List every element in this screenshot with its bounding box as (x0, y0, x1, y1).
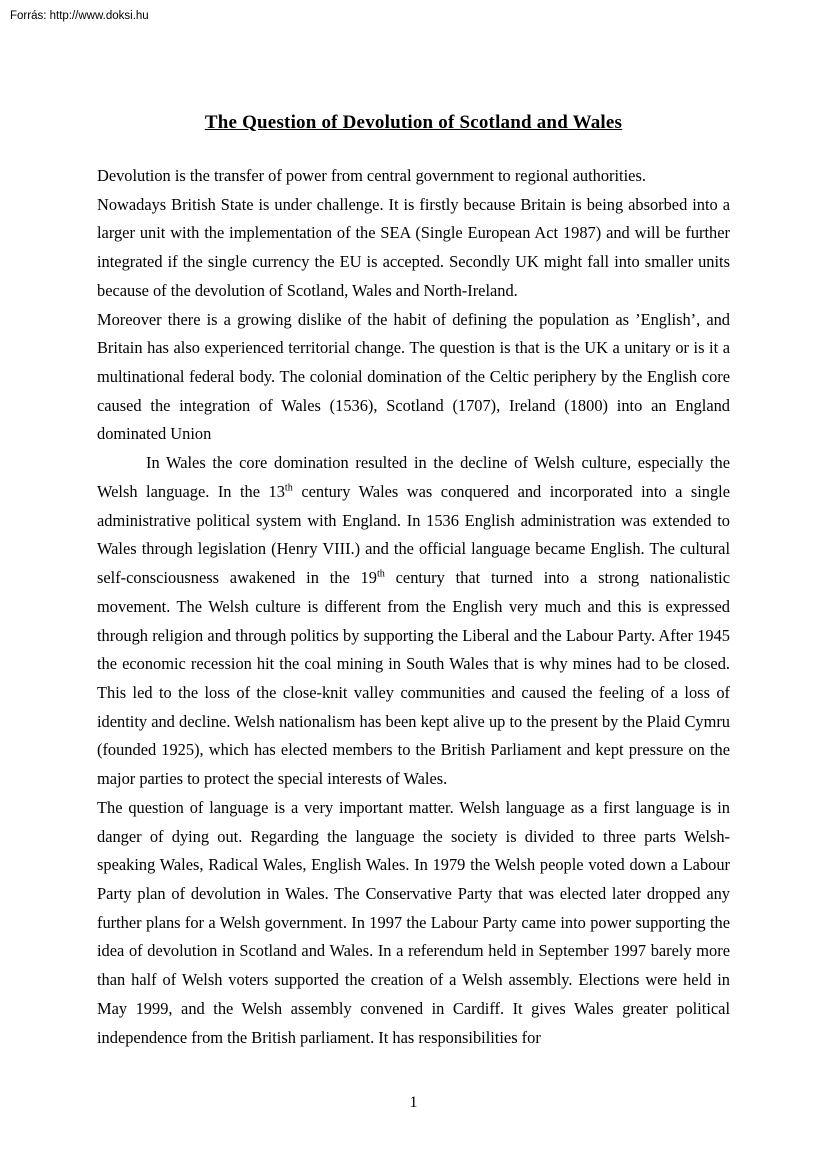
ordinal-superscript: th (376, 568, 385, 580)
page-title: The Question of Devolution of Scotland and Wales (204, 111, 623, 133)
paragraph-text: century that turned into a strong nationalistic movement. The Welsh culture is different from the English very much and this is expressed through religion and through politics by supporting the Liberal and the Labour Party. After 1945 the economic recession hit the coal mining in South Wales that is why mines had to be closed. This led to the loss of the close-knit valley communities and caused the feeling of a loss of identity and decline. Welsh nationalism has been kept alive up to the present by the Plaid Cymru (founded 1925), which has elected members to the British Parliament and kept pressure on the major parties to protect the special interests of Wales. (97, 568, 730, 789)
paragraph (97, 162, 730, 191)
paragraph (97, 306, 730, 450)
paragraph-text: The question of language is a very important matter. Welsh language as a first language is in danger of dying out. Regarding the language the society is divided to three parts Welsh-speaking Wales, Radical Wales, English Wales. In 1979 the Welsh people voted down a Labour Party plan of devolution in Wales. The Conservative Party that was elected later dropped any further plans for a Welsh government. In 1997 the Labour Party came into power supporting the idea of devolution in Scotland and Wales. In a referendum held in September 1997 barely more than half of Welsh voters supported the creation of a Welsh assembly. Elections were held in May 1999, and the Welsh assembly convened in Cardiff. It gives Wales greater political independence from the British parliament. It has responsibilities for (97, 797, 730, 1047)
paragraph-text: In Wales the core domination resulted in the decline of Welsh culture, especially the Welsh language. In the 13 (97, 453, 730, 501)
source-url-header: Forrás: http://www.doksi.hu (10, 10, 149, 22)
paragraph (97, 794, 730, 1052)
paragraph-text: Devolution is the transfer of power from central government to regional authorities. (97, 166, 646, 185)
paragraph-text: Moreover there is a growing dislike of the habit of defining the population as ’English’, and Britain has also experienced territorial change. The question is that is the UK a unitary or is it a multinational federal body. The colonial domination of the Celtic periphery by the English core caused the integration of Wales (1536), Scotland (1707), Ireland (1800) into an England dominated Union (97, 309, 730, 444)
paragraph-text: Nowadays British State is under challenge. It is firstly because Britain is being absorbed into a larger unit with the implementation of the SEA (Single European Act 1987) and will be further integrated if the single currency the EU is accepted. Secondly UK might fall into smaller units because of the devolution of Scotland, Wales and North-Ireland. (97, 194, 730, 300)
document-body (97, 162, 730, 1052)
paragraph-text: century Wales was conquered and incorporated into a single administrative political system with England. In 1536 English administration was extended to Wales through legislation (Henry VIII.) and the official language became English. The cultural self-consciousness awakened in the 19 (97, 481, 730, 588)
paragraph (97, 449, 730, 794)
page-number: 1 (409, 1094, 418, 1111)
ordinal-superscript: th (284, 482, 293, 494)
paragraph (97, 191, 730, 306)
